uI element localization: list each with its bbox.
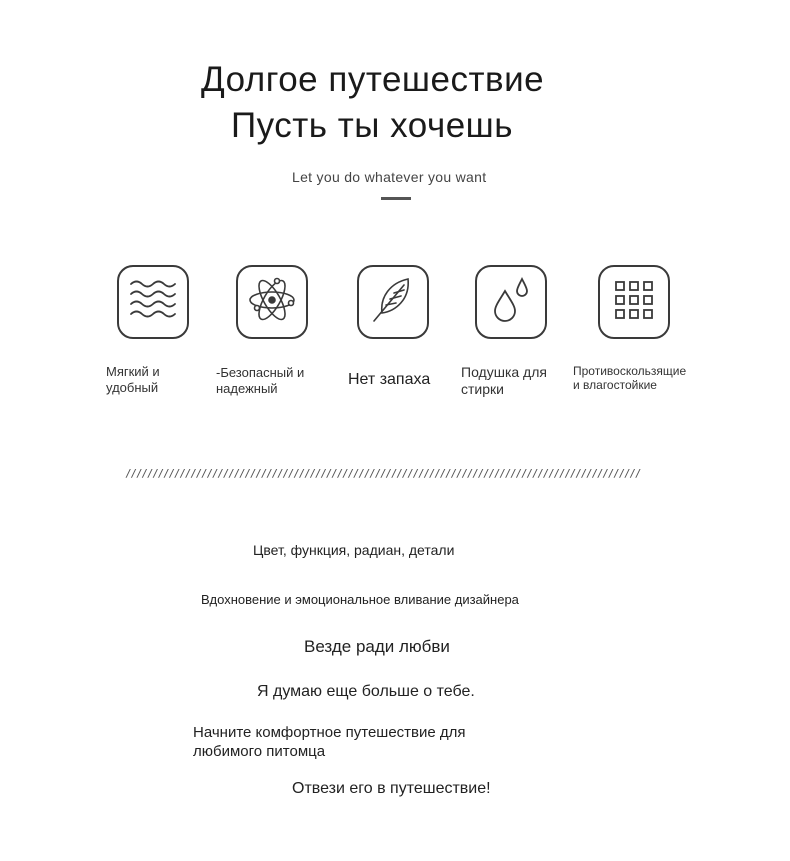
body-line-think-of-you: Я думаю еще больше о тебе. <box>257 683 475 700</box>
body-line-designer-inspiration: Вдохновение и эмоциональное вливание дизайнера <box>201 592 519 607</box>
feature-label-line: Подушка для <box>461 364 547 380</box>
feature-label-line: и влагостойкие <box>573 378 657 392</box>
body-line-take-him-travel: Отвези его в путешествие! <box>292 780 491 797</box>
feature-label-soft <box>106 364 160 396</box>
body-line-part: Начните комфортное путешествие для <box>193 724 466 741</box>
title-underline <box>381 197 411 200</box>
feature-icon-box-antislip <box>598 265 670 339</box>
body-line-part: любимого питомца <box>193 743 326 760</box>
feature-label-line: надежный <box>216 381 278 396</box>
feature-icon-box-odorless <box>357 265 429 339</box>
feature-icon-box-washable <box>475 265 547 339</box>
feature-label-line: -Безопасный и <box>216 365 305 380</box>
subtitle: Let you do whatever you want <box>292 169 487 185</box>
body-line-comfortable-trip <box>193 723 466 761</box>
waves-icon <box>129 278 177 327</box>
feature-label-line: Противоскользящие <box>573 364 687 378</box>
feature-icon-box-safe <box>236 265 308 339</box>
atom-icon <box>247 275 297 330</box>
feature-label-line: удобный <box>106 380 159 395</box>
title-line-1: Долгое путешествие <box>201 60 545 99</box>
grid-icon <box>614 280 654 325</box>
water-drops-icon <box>489 275 533 330</box>
feature-label-line: Нет запаха <box>348 371 431 388</box>
feature-label-antislip <box>573 364 686 392</box>
feather-icon <box>370 275 416 330</box>
feature-label-washable <box>461 364 547 398</box>
body-line-for-love: Везде ради любви <box>304 637 450 656</box>
feature-label-safe <box>216 365 304 397</box>
title-line-2: Пусть ты хочешь <box>231 106 513 145</box>
body-line-color-function: Цвет, функция, радиан, детали <box>253 542 455 558</box>
feature-label-line: Мягкий и <box>106 364 160 379</box>
feature-label-line: стирки <box>461 381 504 397</box>
feature-icon-box-soft <box>117 265 189 339</box>
feature-label-odorless <box>348 372 430 388</box>
slash-divider: /////////////////////////////////////////////////////////////////////////////////////////////// <box>125 467 641 480</box>
